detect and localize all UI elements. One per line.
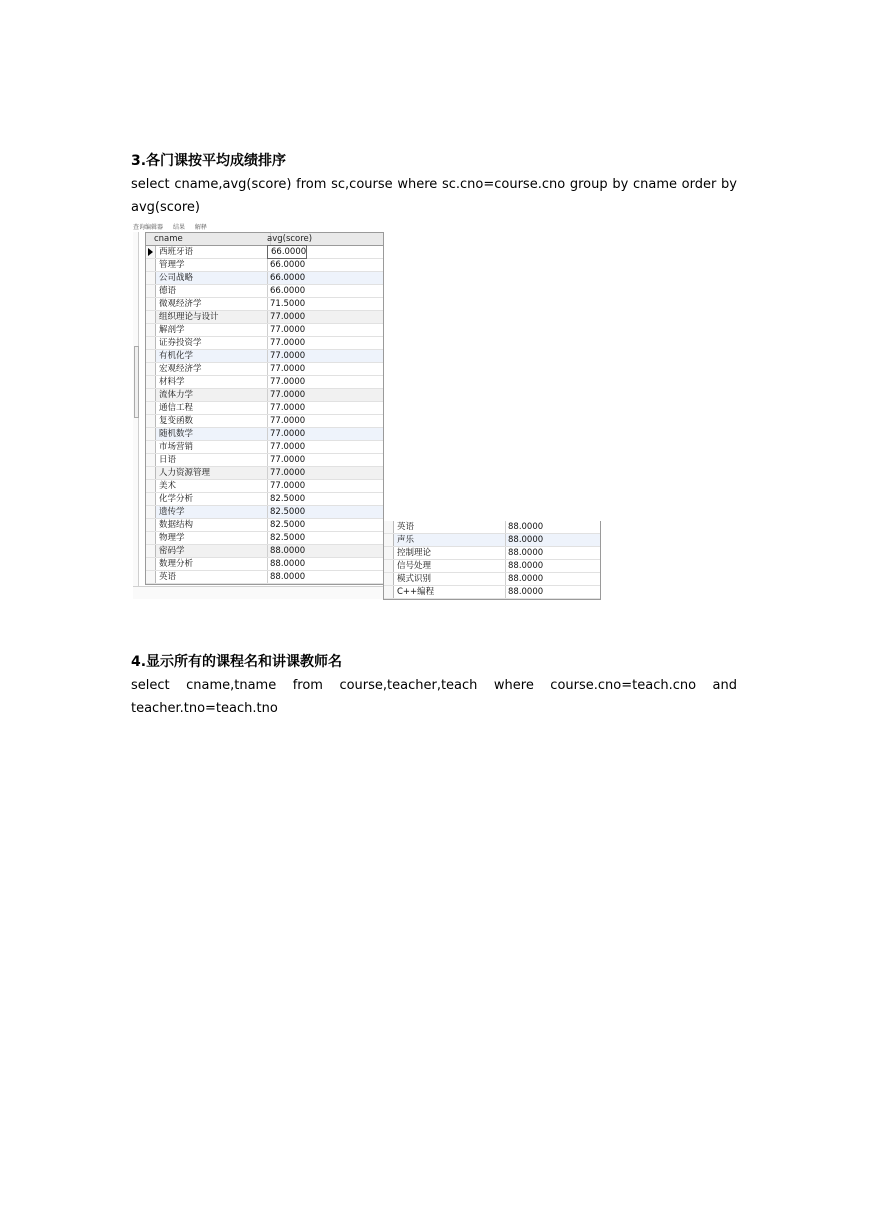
cell-avg-score[interactable]: 66.0000 xyxy=(267,245,307,259)
row-selector[interactable] xyxy=(384,521,394,533)
cell-avg-score[interactable]: 88.0000 xyxy=(508,574,544,584)
cell-cname[interactable]: 解剖学 xyxy=(157,324,268,336)
row-selector[interactable] xyxy=(384,586,394,598)
cell-avg-score[interactable]: 77.0000 xyxy=(270,455,306,465)
cell-cname[interactable]: 密码学 xyxy=(157,545,268,557)
cell-cname[interactable]: 西班牙语 xyxy=(157,246,268,258)
table-row[interactable] xyxy=(146,363,383,376)
cell-cname[interactable]: 德语 xyxy=(157,285,268,297)
section-3-sql-line-1: select cname,avg(score) from sc,course where sc.cno=course.cno group by cname order by xyxy=(131,177,737,192)
cell-cname[interactable]: 随机数学 xyxy=(157,428,268,440)
cell-cname[interactable]: 日语 xyxy=(157,454,268,466)
section-3-heading: 3.各门课按平均成绩排序 xyxy=(131,153,287,169)
table-row[interactable] xyxy=(146,571,383,584)
cell-cname[interactable]: 市场营销 xyxy=(157,441,268,453)
table-row[interactable] xyxy=(146,441,383,454)
cell-avg-score[interactable]: 66.0000 xyxy=(270,260,306,270)
cell-cname[interactable]: 材料学 xyxy=(157,376,268,388)
table-row[interactable] xyxy=(146,259,383,272)
section-4-sql-line-1: select cname,tname from course,teacher,teach where course.cno=teach.cno and xyxy=(131,678,737,693)
cell-avg-score[interactable]: 88.0000 xyxy=(270,559,306,569)
tab-query-editor[interactable]: 查询编辑器 xyxy=(133,224,164,230)
table-row[interactable] xyxy=(146,428,383,441)
cell-cname[interactable]: 信号处理 xyxy=(395,560,506,572)
cell-avg-score[interactable]: 88.0000 xyxy=(270,546,306,556)
section-4-heading: 4.显示所有的课程名和讲课教师名 xyxy=(131,654,343,670)
row-selector[interactable] xyxy=(146,493,156,505)
table-row[interactable] xyxy=(384,547,600,560)
cell-avg-score[interactable]: 88.0000 xyxy=(508,535,544,545)
table-row[interactable] xyxy=(146,415,383,428)
tab-result[interactable]: 结果 xyxy=(172,224,185,230)
grid-header-row xyxy=(146,233,383,246)
table-row[interactable] xyxy=(146,337,383,350)
table-row[interactable] xyxy=(146,506,383,519)
row-selector[interactable] xyxy=(146,402,156,414)
cell-avg-score[interactable]: 66.0000 xyxy=(270,286,306,296)
row-selector[interactable] xyxy=(146,545,156,557)
cell-cname[interactable]: 英语 xyxy=(157,571,268,583)
cell-cname[interactable]: 通信工程 xyxy=(157,402,268,414)
cell-cname[interactable]: 复变函数 xyxy=(157,415,268,427)
table-row[interactable] xyxy=(146,402,383,415)
cell-avg-score[interactable]: 82.5000 xyxy=(270,520,306,530)
row-selector[interactable] xyxy=(146,298,156,310)
result-tabs xyxy=(133,222,383,230)
cell-cname[interactable]: 物理学 xyxy=(157,532,268,544)
tab-explain[interactable]: 解释 xyxy=(194,224,207,230)
cell-avg-score[interactable]: 77.0000 xyxy=(270,351,306,361)
cell-cname[interactable]: 证券投资学 xyxy=(157,337,268,349)
table-row[interactable] xyxy=(146,480,383,493)
table-row[interactable] xyxy=(384,573,600,586)
cell-cname[interactable]: 微观经济学 xyxy=(157,298,268,310)
row-selector[interactable] xyxy=(384,547,394,559)
cell-cname[interactable]: 声乐 xyxy=(395,534,506,546)
row-selector[interactable] xyxy=(146,558,156,570)
cell-cname[interactable]: 数据结构 xyxy=(157,519,268,531)
cell-cname[interactable]: C++编程 xyxy=(395,586,506,598)
cell-avg-score[interactable]: 88.0000 xyxy=(508,561,544,571)
cell-cname[interactable]: 美术 xyxy=(157,480,268,492)
table-row[interactable] xyxy=(146,246,383,259)
cell-cname[interactable]: 人力资源管理 xyxy=(157,467,268,479)
table-row[interactable] xyxy=(146,493,383,506)
row-selector[interactable] xyxy=(146,389,156,401)
cell-cname[interactable]: 有机化学 xyxy=(157,350,268,362)
table-row[interactable] xyxy=(146,298,383,311)
column-header-cname[interactable]: cname xyxy=(146,233,271,245)
row-selector[interactable] xyxy=(384,560,394,572)
cell-avg-score[interactable]: 77.0000 xyxy=(270,468,306,478)
row-selector[interactable] xyxy=(384,573,394,585)
cell-cname[interactable]: 管理学 xyxy=(157,259,268,271)
cell-avg-score[interactable]: 66.0000 xyxy=(270,273,306,283)
cell-avg-score[interactable]: 77.0000 xyxy=(270,481,306,491)
cell-avg-score[interactable]: 77.0000 xyxy=(270,442,306,452)
table-row[interactable] xyxy=(146,376,383,389)
cell-cname[interactable]: 宏观经济学 xyxy=(157,363,268,375)
row-selector[interactable] xyxy=(146,480,156,492)
cell-cname[interactable]: 英语 xyxy=(395,521,506,533)
table-row[interactable] xyxy=(384,586,600,599)
row-selector[interactable] xyxy=(146,324,156,336)
table-row[interactable] xyxy=(146,467,383,480)
column-header-avg-score[interactable]: avg(score) xyxy=(267,234,313,244)
row-selector[interactable] xyxy=(146,454,156,466)
table-row[interactable] xyxy=(384,560,600,573)
cell-cname[interactable]: 化学分析 xyxy=(157,493,268,505)
cell-avg-score[interactable]: 71.5000 xyxy=(270,299,306,309)
row-selector[interactable] xyxy=(384,534,394,546)
grid-left-footer xyxy=(133,586,383,599)
result-grid-left xyxy=(145,232,384,585)
result-grid-right xyxy=(383,521,601,600)
row-selector[interactable] xyxy=(146,506,156,518)
cell-avg-score[interactable]: 82.5000 xyxy=(270,494,306,504)
cell-avg-score[interactable]: 77.0000 xyxy=(270,325,306,335)
cell-avg-score[interactable]: 82.5000 xyxy=(270,507,306,517)
cell-avg-score[interactable]: 82.5000 xyxy=(270,533,306,543)
row-selector[interactable] xyxy=(146,363,156,375)
cell-avg-score[interactable]: 88.0000 xyxy=(508,587,544,597)
cell-cname[interactable]: 公司战略 xyxy=(157,272,268,284)
cell-cname[interactable]: 模式识别 xyxy=(395,573,506,585)
row-selector[interactable] xyxy=(146,376,156,388)
row-selector[interactable] xyxy=(146,519,156,531)
row-selector[interactable] xyxy=(146,272,156,284)
grid-splitter-handle[interactable] xyxy=(134,346,139,418)
section-3-sql-line-2: avg(score) xyxy=(131,200,200,215)
table-row[interactable] xyxy=(146,519,383,532)
row-selector[interactable] xyxy=(146,441,156,453)
current-row-arrow-icon xyxy=(148,248,153,256)
row-selector[interactable] xyxy=(146,571,156,583)
row-selector[interactable] xyxy=(146,311,156,323)
table-row[interactable] xyxy=(146,389,383,402)
table-row[interactable] xyxy=(146,545,383,558)
table-row[interactable] xyxy=(146,324,383,337)
row-selector[interactable] xyxy=(146,415,156,427)
table-row[interactable] xyxy=(146,285,383,298)
table-row[interactable] xyxy=(146,558,383,571)
cell-avg-score[interactable]: 77.0000 xyxy=(270,364,306,374)
row-selector[interactable] xyxy=(146,428,156,440)
cell-cname[interactable]: 控制理论 xyxy=(395,547,506,559)
row-selector[interactable] xyxy=(146,285,156,297)
table-row[interactable] xyxy=(384,534,600,547)
cell-avg-score[interactable]: 77.0000 xyxy=(270,377,306,387)
cell-avg-score[interactable]: 77.0000 xyxy=(270,416,306,426)
row-selector[interactable] xyxy=(146,532,156,544)
cell-cname[interactable]: 流体力学 xyxy=(157,389,268,401)
cell-cname[interactable]: 数理分析 xyxy=(157,558,268,570)
cell-avg-score[interactable]: 77.0000 xyxy=(270,312,306,322)
row-selector[interactable] xyxy=(146,467,156,479)
cell-avg-score[interactable]: 77.0000 xyxy=(270,403,306,413)
row-selector[interactable] xyxy=(146,337,156,349)
cell-avg-score[interactable]: 88.0000 xyxy=(508,522,544,532)
table-row[interactable] xyxy=(384,521,600,534)
cell-cname[interactable]: 组织理论与设计 xyxy=(157,311,268,323)
table-row[interactable] xyxy=(146,350,383,363)
table-row[interactable] xyxy=(146,532,383,545)
row-selector[interactable] xyxy=(146,259,156,271)
cell-cname[interactable]: 遗传学 xyxy=(157,506,268,518)
cell-avg-score[interactable]: 77.0000 xyxy=(270,390,306,400)
section-4-sql-line-2: teacher.tno=teach.tno xyxy=(131,701,278,716)
row-selector[interactable] xyxy=(146,350,156,362)
row-selector[interactable] xyxy=(146,246,156,258)
cell-avg-score[interactable]: 77.0000 xyxy=(270,338,306,348)
cell-avg-score[interactable]: 77.0000 xyxy=(270,429,306,439)
table-row[interactable] xyxy=(146,272,383,285)
cell-avg-score[interactable]: 88.0000 xyxy=(270,572,306,582)
table-row[interactable] xyxy=(146,454,383,467)
cell-avg-score[interactable]: 88.0000 xyxy=(508,548,544,558)
table-row[interactable] xyxy=(146,311,383,324)
